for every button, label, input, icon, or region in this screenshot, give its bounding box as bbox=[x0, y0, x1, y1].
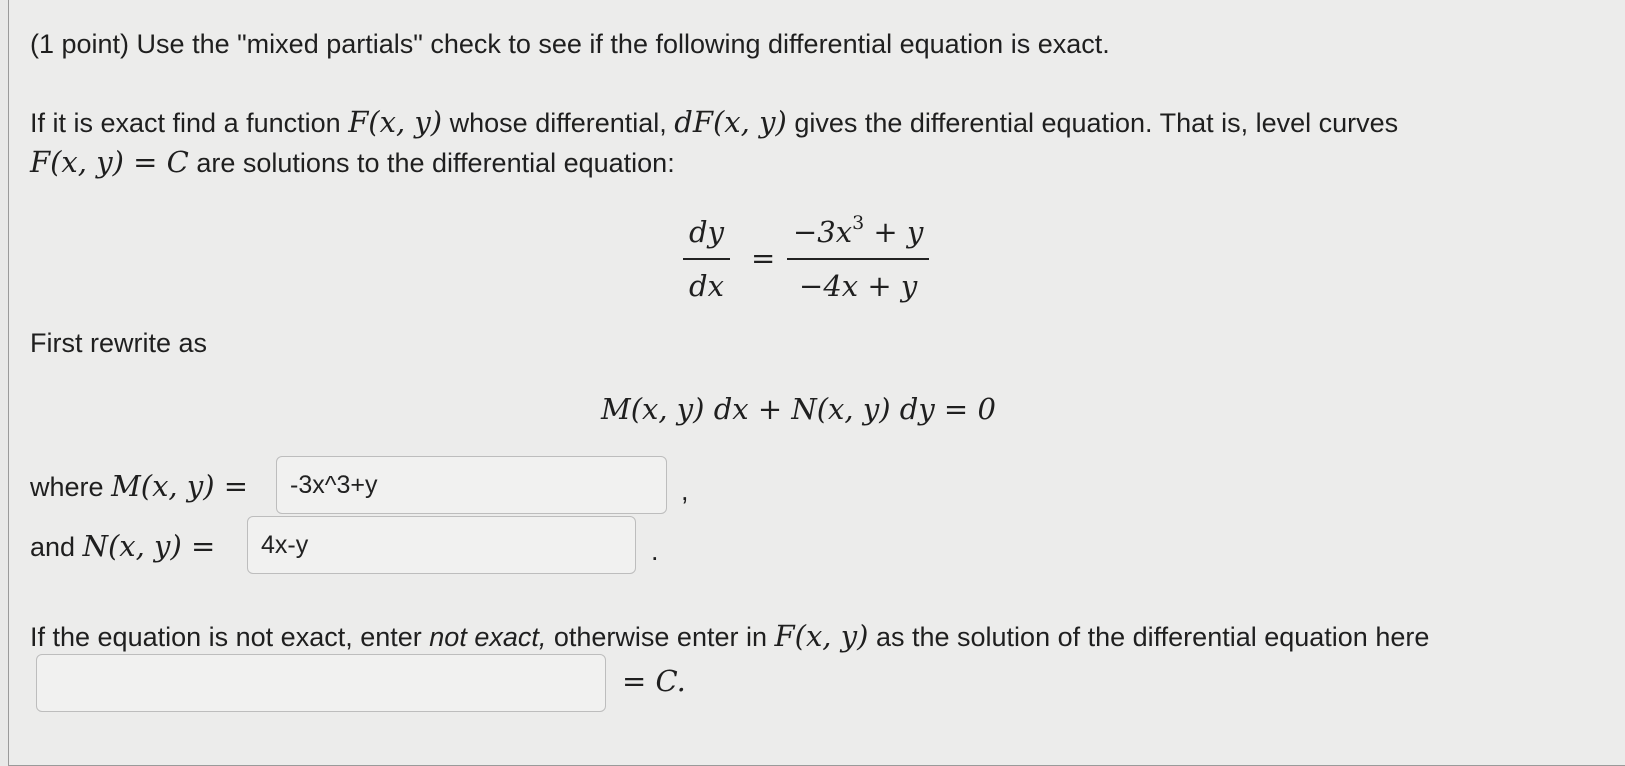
rhs-numerator-term-a: −3x bbox=[793, 215, 853, 249]
rhs-fraction bbox=[787, 212, 929, 303]
rhs-numerator bbox=[787, 212, 929, 249]
m-function-label: M(x, y) = bbox=[111, 469, 249, 503]
rhs-numerator-term-b: + y bbox=[864, 215, 924, 249]
paragraph-line-2 bbox=[30, 145, 675, 179]
equals-sign: = bbox=[751, 241, 776, 275]
rewrite-form-equation: M(x, y) dx + N(x, y) dy = 0 bbox=[601, 392, 996, 426]
m-row-label bbox=[30, 469, 249, 503]
differential-df-xy: dF(x, y) bbox=[674, 105, 787, 139]
lhs-fraction bbox=[683, 215, 730, 303]
n-prefix: and bbox=[30, 532, 76, 562]
lhs-fraction-bar bbox=[683, 258, 730, 260]
rewrite-label: First rewrite as bbox=[30, 328, 208, 358]
paragraph-text-d: are solutions to the differential equation: bbox=[196, 148, 675, 178]
lhs-numerator: dy bbox=[689, 215, 724, 249]
final-text-c: as the solution of the differential equation here bbox=[875, 622, 1430, 652]
paragraph-line-1 bbox=[30, 105, 1399, 139]
m-suffix-comma: , bbox=[681, 476, 689, 506]
problem-panel bbox=[8, 0, 1625, 766]
paragraph-text-b: whose differential, bbox=[449, 108, 667, 138]
paragraph-text-c: gives the differential equation. That is, level curves bbox=[794, 108, 1399, 138]
f-solution-input[interactable] bbox=[36, 654, 606, 712]
m-answer-input[interactable] bbox=[276, 456, 667, 514]
final-text-italic: not exact, bbox=[429, 622, 547, 652]
m-prefix: where bbox=[30, 472, 104, 502]
final-text-b: otherwise enter in bbox=[553, 622, 767, 652]
final-text-a: If the equation is not exact, enter bbox=[30, 622, 422, 652]
function-f-xy: F(x, y) bbox=[348, 105, 443, 139]
equals-c-label: = C. bbox=[622, 664, 686, 698]
level-curve-equation: F(x, y) = C bbox=[30, 145, 189, 179]
final-function-f-xy: F(x, y) bbox=[774, 619, 869, 653]
n-row-label bbox=[30, 529, 216, 563]
final-instruction bbox=[30, 619, 1430, 653]
n-answer-input[interactable] bbox=[247, 516, 636, 574]
paragraph-text-a: If it is exact find a function bbox=[30, 108, 341, 138]
intro-text: (1 point) Use the "mixed partials" check to see if the following differential equation is exact. bbox=[30, 29, 1110, 59]
n-function-label: N(x, y) = bbox=[82, 529, 216, 563]
n-suffix-period: . bbox=[651, 536, 659, 566]
rhs-numerator-exponent: 3 bbox=[852, 212, 865, 234]
rhs-fraction-bar bbox=[787, 258, 929, 260]
rhs-denominator: −4x + y bbox=[799, 269, 918, 303]
lhs-denominator: dx bbox=[689, 269, 724, 303]
